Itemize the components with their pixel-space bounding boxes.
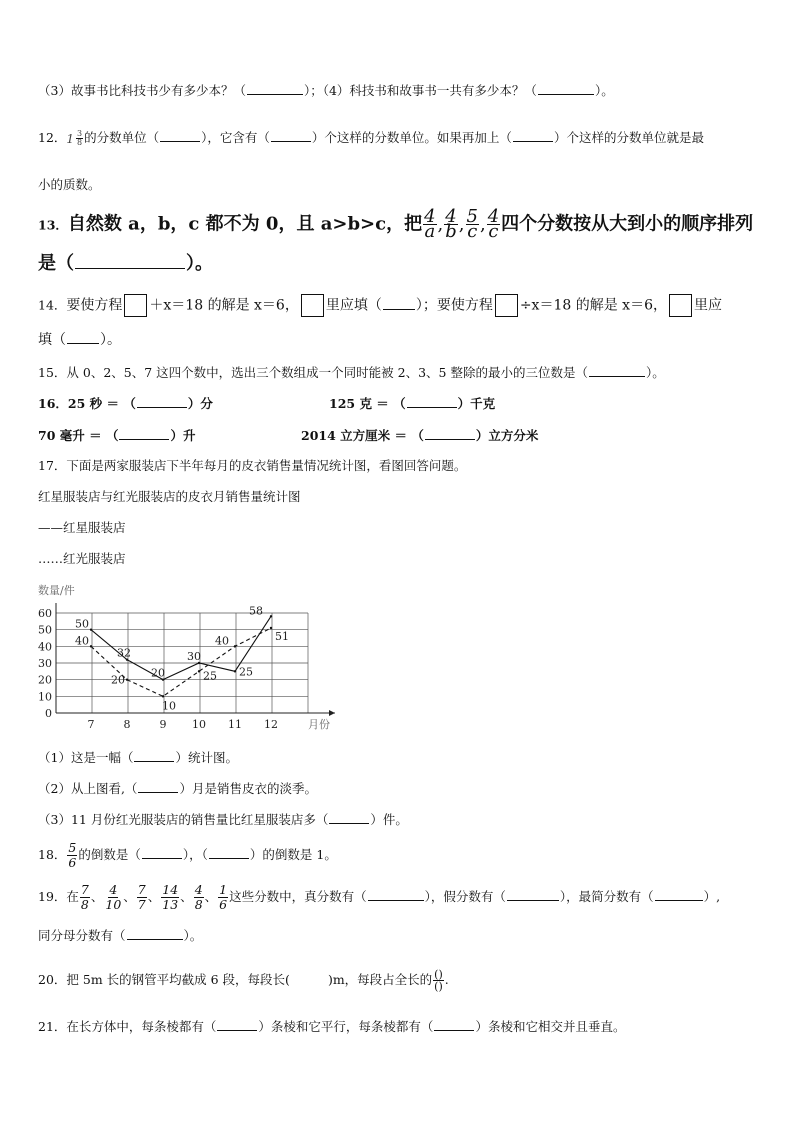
legend-hongxing (38, 520, 126, 536)
q19-line1 (38, 882, 720, 912)
q16-c-unit: ）升 (170, 428, 196, 443)
q17-sub1-end: ）统计图。 (175, 750, 238, 765)
q17-sub3-text: （3）11 月份红光服装店的销售量比红星服装店多（ (38, 812, 329, 827)
q18-text-1: 的倒数是（ (78, 847, 141, 862)
fraction (423, 206, 436, 242)
q16-row1-right (329, 395, 495, 412)
q14-text-2: ＋x＝18 的解是 x＝6， (149, 297, 299, 314)
y-tick-label: 40 (38, 640, 52, 654)
denominator: 8 (194, 897, 203, 912)
q13-text-1: 自然数 a，b，c 都不为 0，且 a>b>c，把 (67, 213, 423, 235)
answer-blank[interactable] (119, 427, 169, 440)
data-label: 25 (203, 669, 217, 683)
numerator: 4 (487, 206, 500, 227)
numerator: 7 (80, 882, 89, 897)
fraction (104, 883, 122, 912)
data-label: 10 (162, 699, 176, 713)
fraction (137, 883, 147, 912)
data-point (234, 670, 236, 672)
q20-end: . (444, 972, 449, 987)
q16-b-unit: ）千克 (457, 396, 496, 411)
numerator: 14 (162, 882, 179, 897)
x-tick-label: 7 (87, 718, 95, 731)
q20-line (38, 964, 449, 996)
separator: 、 (147, 889, 161, 904)
answer-blank[interactable] (217, 1018, 257, 1031)
q19-number: 19．在 (38, 889, 79, 904)
fraction (80, 883, 90, 912)
q16-row2-right (301, 427, 538, 444)
fraction (466, 206, 479, 242)
x-axis-label: 月份 (308, 718, 330, 731)
denominator: 10 (105, 897, 122, 912)
answer-blank[interactable] (138, 780, 178, 793)
chart-title-text: 红星服装店与红光服装店的皮衣月销售量统计图 (38, 489, 301, 504)
q17-sub1-text: （1）这是一幅（ (38, 750, 134, 765)
q12-line2 (38, 177, 101, 193)
q15-line (38, 364, 665, 381)
fraction (487, 206, 500, 242)
q16-row1-left (38, 395, 213, 412)
x-tick-label: 12 (264, 718, 278, 731)
q19-fraction-list (79, 882, 229, 912)
answer-blank[interactable] (67, 331, 99, 344)
x-tick-label: 11 (228, 718, 242, 731)
y-tick-label: 10 (38, 690, 52, 704)
answer-blank[interactable] (291, 972, 327, 984)
q17-sub2-end: ）月是销售皮衣的淡季。 (179, 781, 317, 796)
numerator: 4 (445, 206, 457, 227)
numerator: 1 (219, 882, 228, 897)
q20-text-1: 20．把 5m 长的钢管平均截成 6 段，每段长( (38, 972, 290, 987)
answer-blank[interactable] (127, 927, 183, 940)
q14-line2 (38, 330, 121, 350)
mixed-whole: 1 (66, 131, 75, 146)
answer-blank[interactable] (368, 888, 424, 901)
q18-number: 18． (38, 847, 67, 862)
numerator: 4 (424, 206, 436, 227)
fraction (444, 206, 458, 242)
denominator: 6 (68, 855, 77, 870)
answer-blank[interactable] (507, 888, 559, 901)
fraction (161, 883, 179, 912)
denominator: a (424, 221, 436, 242)
q16-a-unit: ）分 (187, 396, 213, 411)
q18-text-3: ）的倒数是 1。 (249, 847, 337, 862)
q12-mixed-number (66, 130, 84, 147)
data-point (162, 695, 164, 697)
q11-part4-text: ）；（4）科技书和故事书一共有多少本？（ (303, 83, 537, 98)
answer-blank[interactable] (589, 364, 645, 377)
q17-sub3 (38, 811, 408, 828)
data-label: 51 (275, 630, 289, 643)
q19-text-5: 同分母分数有（ (38, 928, 126, 943)
answer-blank[interactable] (434, 1018, 474, 1031)
q11-end: ）。 (594, 83, 614, 98)
fraction (194, 883, 204, 912)
denominator: b (445, 221, 457, 242)
q12-text-5: 小的质数。 (38, 177, 101, 192)
answer-box[interactable] (124, 294, 147, 317)
answer-blank[interactable] (407, 395, 457, 408)
data-label: 20 (151, 666, 165, 680)
q21-text-3: ）条棱和它相交并且垂直。 (475, 1019, 626, 1034)
q16-d-text: 2014 立方厘米 ＝ （ (301, 428, 424, 443)
q18-text-2: ），（ (182, 847, 208, 862)
q16-row2-left (38, 427, 195, 444)
q14-text-3: 里应填（ (325, 297, 382, 314)
q13-text-2: 四个分数按从大到小的顺序排列 (501, 213, 754, 235)
q19-text-6: ）。 (183, 928, 203, 943)
answer-blank[interactable] (425, 427, 475, 440)
q17-sub2-text: （2）从上图看,（ (38, 781, 138, 796)
data-point (90, 628, 92, 630)
separator: 、 (180, 889, 193, 904)
q19-line2 (38, 927, 202, 944)
denominator: c (467, 221, 478, 242)
denominator: 8 (80, 897, 89, 912)
q17-question (38, 458, 466, 474)
legend-hongguang (38, 551, 126, 567)
q12-number: 12． (38, 130, 67, 145)
answer-blank[interactable] (271, 129, 311, 142)
numerator: 3 (77, 129, 83, 138)
answer-blank[interactable] (655, 888, 703, 901)
separator: 、 (123, 889, 136, 904)
fraction (218, 883, 228, 912)
data-label: 50 (75, 617, 89, 631)
data-label: 32 (117, 646, 131, 660)
answer-blank[interactable] (247, 82, 303, 95)
q17-sub2 (38, 780, 317, 797)
q20-text-2: )m，每段占全长的 (327, 972, 433, 987)
numerator: 4 (109, 882, 118, 897)
q17-sub1 (38, 749, 238, 766)
q11-parts-3-4 (38, 82, 614, 99)
q15-text: 15．从 0、2、5、7 这四个数中，选出三个数组成一个同时能被 2、3、5 整除的最小的三位数是（ (38, 365, 588, 380)
q13-line2 (38, 253, 213, 275)
q14-text-1: 要使方程 (66, 297, 123, 314)
data-label: 40 (75, 634, 89, 648)
numerator: 7 (137, 882, 146, 897)
q13-number: 13． (38, 217, 68, 233)
y-tick-label: 20 (38, 673, 52, 687)
y-tick-label: 60 (38, 607, 52, 620)
data-label: 58 (249, 604, 263, 618)
separator: 、 (90, 889, 104, 904)
answer-blank[interactable] (134, 749, 174, 762)
x-axis-arrow (329, 710, 335, 716)
denominator: 6 (219, 897, 228, 912)
chart-title (38, 489, 301, 505)
q21-line (38, 1018, 625, 1035)
denominator: 7 (137, 897, 146, 912)
data-label: 25 (239, 665, 253, 679)
q13-fraction-list (422, 206, 501, 242)
answer-blank[interactable] (383, 297, 415, 310)
q18-line (38, 840, 337, 870)
q14-number: 14． (38, 297, 67, 313)
mixed-fraction (76, 130, 83, 147)
q17-text: 17．下面是两家服装店下半年每月的皮衣销售量情况统计图，看图回答问题。 (38, 458, 467, 473)
data-point (126, 678, 128, 680)
data-point (234, 645, 236, 647)
answer-blank[interactable] (513, 129, 553, 142)
x-tick-label: 8 (123, 718, 131, 731)
denominator: 13 (162, 897, 179, 912)
q15-end: ）。 (645, 365, 665, 380)
data-point (198, 670, 200, 672)
q18-fraction (67, 841, 77, 870)
numerator-blank[interactable]: () (434, 968, 443, 981)
y-axis-label: 数量/件 (38, 584, 75, 597)
q21-text-1: 21．在长方体中，每条棱都有（ (38, 1019, 217, 1034)
q21-text-2: ）条棱和它平行，每条棱都有（ (258, 1019, 434, 1034)
answer-blank[interactable] (209, 846, 249, 859)
q12-line1 (38, 129, 704, 147)
separator: 、 (204, 889, 218, 904)
answer-box[interactable] (495, 294, 518, 317)
y-tick-label: 30 (38, 657, 52, 670)
answer-box[interactable] (669, 294, 692, 317)
numerator: 5 (466, 206, 478, 227)
q12-text-4: ）个这样的分数单位就是最 (553, 130, 704, 145)
q14-text-4: ）；要使方程 (415, 297, 493, 314)
answer-blank[interactable] (142, 846, 182, 859)
denominator: 8 (77, 138, 83, 147)
y-tick-label: 50 (38, 623, 52, 637)
q19-text-1: 这些分数中，真分数有（ (229, 889, 367, 904)
data-point (270, 615, 272, 617)
q17-sub3-end: ）件。 (370, 812, 408, 827)
numerator: 4 (194, 882, 203, 897)
q19-text-3: ），最简分数有（ (559, 889, 654, 904)
q16-b-text: 125 克 ＝ （ (329, 396, 406, 411)
separator: , (458, 213, 465, 235)
data-point (90, 645, 92, 647)
q14-text-8: ）。 (100, 332, 121, 348)
answer-blank[interactable] (75, 254, 185, 269)
answer-blank[interactable] (329, 811, 369, 824)
q13-text-3: 是（ (38, 253, 74, 274)
answer-blank[interactable] (137, 395, 187, 408)
data-label: 40 (215, 634, 229, 648)
data-point (270, 627, 272, 629)
line-chart (30, 580, 350, 740)
q19-text-4: ）, (703, 889, 721, 904)
q14-text-6: 里应 (693, 297, 722, 314)
denominator-blank[interactable]: () (434, 980, 443, 993)
q12-text-2: ），它含有（ (201, 130, 270, 145)
q13-line1 (38, 206, 754, 242)
q14-line1 (38, 294, 722, 317)
data-label: 20 (111, 673, 125, 687)
answer-box[interactable] (301, 294, 324, 317)
q11-part3-text: （3）故事书比科技书少有多少本？（ (38, 83, 246, 98)
q14-text-7: 填（ (38, 332, 66, 348)
q14-text-5: ÷x＝18 的解是 x＝6， (519, 297, 667, 314)
q12-text-3: ）个这样的分数单位。如果再加上（ (311, 130, 512, 145)
q19-text-2: ），假分数有（ (424, 889, 506, 904)
legend-hongguang-text: ……红光服装店 (38, 551, 126, 566)
x-tick-label: 9 (159, 718, 167, 731)
legend-hongxing-text: ——红星服装店 (38, 520, 126, 535)
denominator: c (488, 221, 499, 242)
y-tick-label: 0 (45, 707, 52, 720)
q13-text-4: ）。 (186, 253, 213, 274)
numerator: 5 (68, 840, 77, 855)
separator: , (479, 213, 486, 235)
q16-d-unit: ）立方分米 (475, 428, 539, 443)
answer-blank[interactable] (160, 129, 200, 142)
q12-text-1: 的分数单位（ (84, 130, 160, 145)
answer-blank[interactable] (538, 82, 594, 95)
q20-fraction[interactable] (433, 969, 444, 992)
data-label: 30 (187, 650, 201, 663)
q16-a-text: 16．25 秒 ＝ （ (38, 396, 136, 411)
separator: , (437, 213, 444, 235)
q16-c-text: 70 毫升 ＝ （ (38, 428, 119, 443)
x-tick-label: 10 (192, 718, 206, 731)
